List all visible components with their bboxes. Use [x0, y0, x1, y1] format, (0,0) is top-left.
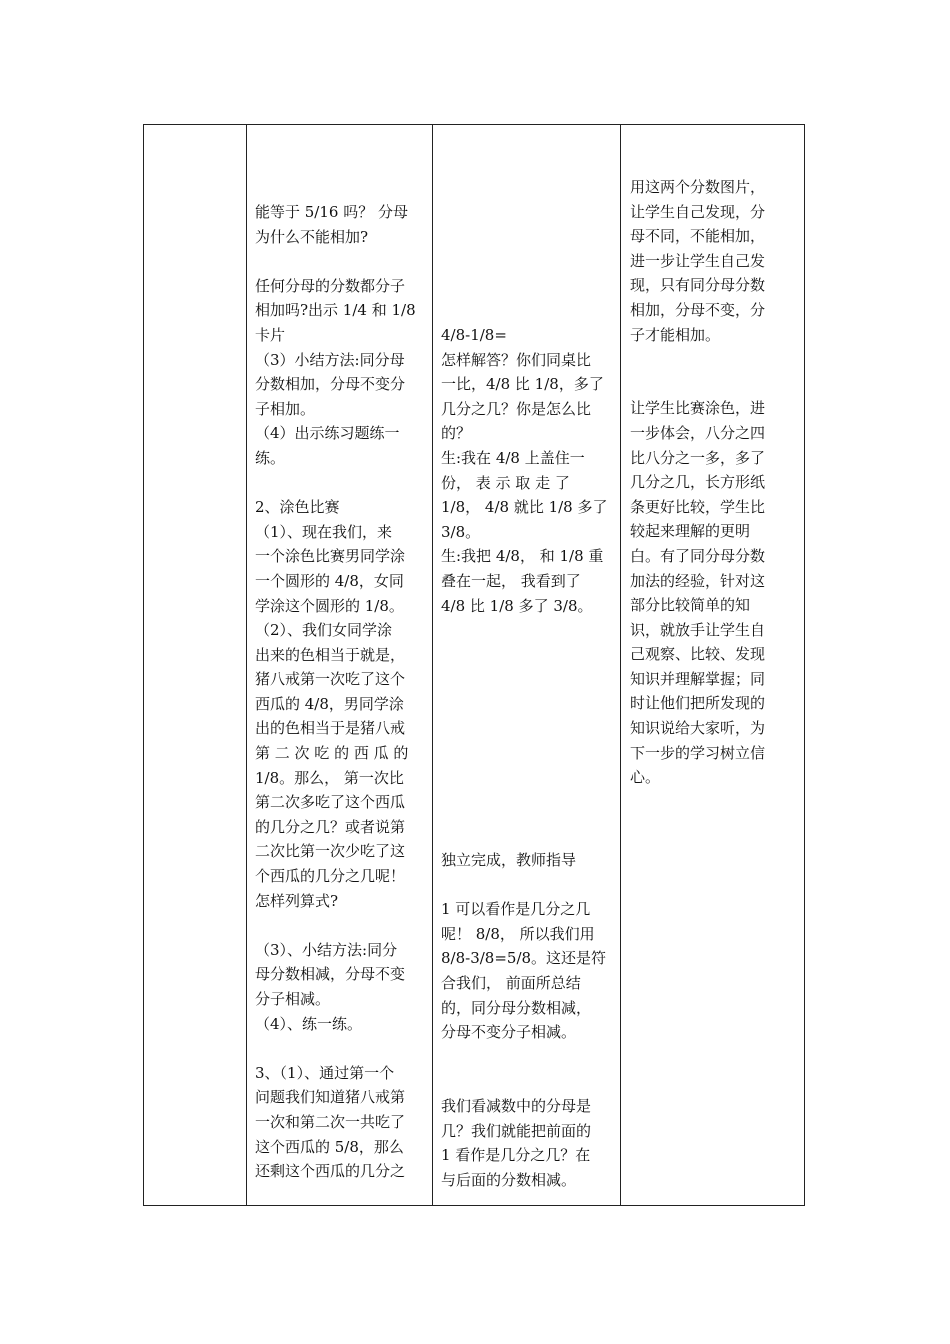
text-line: （4）、练一练。 [255, 1014, 363, 1033]
design-intent-column [630, 175, 798, 790]
text-line: 的，同分母分数相减， [441, 998, 592, 1017]
text-line: 心。 [630, 768, 661, 787]
text-line: 学涂这个圆形的 1/8。 [255, 596, 404, 615]
text-line: 分母不变分子相减。 [441, 1023, 577, 1042]
text-line: 2、涂色比赛 [255, 498, 340, 517]
text-line: 份， 表 示 取 走 了 [441, 473, 570, 492]
text-line: （2）、我们女同学涂 [255, 621, 393, 640]
text-line: 分数相加，分母不变分 [255, 375, 406, 394]
text-line: 我们看减数中的分母是 [441, 1096, 592, 1115]
text-line: 卡片 [255, 325, 286, 344]
text-line: 生:我把 4/8， 和 1/8 重 [441, 547, 604, 566]
text-line: 用这两个分数图片， [630, 178, 766, 196]
text-line: 比八分之一多，多了 [630, 448, 766, 467]
text-line: 叠在一起， 我看到了 [441, 571, 581, 590]
text-line: 相加，分母不变，分 [630, 300, 766, 319]
text-line: 几分之几，长方形纸 [630, 473, 766, 492]
text-line: 几？我们就能把前面的 [441, 1121, 592, 1140]
text-line: 1 可以看作是几分之几 [441, 900, 591, 919]
text-line: 出来的色相当于就是， [255, 645, 406, 664]
text-line: 1/8。那么， 第一次比 [255, 768, 404, 787]
text-line: （1）、现在我们，来 [255, 522, 393, 541]
text-line: 怎样列算式? [255, 891, 339, 910]
text-line: 现，只有同分母分数 [630, 276, 766, 295]
text-line: 子才能相加。 [630, 325, 721, 344]
text-line: 第二次多吃了这个西瓜 [255, 793, 406, 812]
text-line [255, 471, 423, 496]
text-line: 任何分母的分数都分子 [255, 276, 406, 295]
text-line [630, 347, 798, 372]
text-line: 子相加。 [255, 399, 316, 418]
text-line: 条更好比较，学生比 [630, 497, 766, 516]
text-line: 4/8-1/8= [441, 326, 507, 344]
text-line: 让学生比赛涂色，进 [630, 399, 766, 418]
text-line: 3/8。 [441, 522, 481, 541]
text-line: 能等于 5/16 吗？ 分母 [255, 203, 408, 221]
text-line [255, 249, 423, 274]
text-line: 为什么不能相加? [255, 227, 369, 246]
text-line: 西瓜的 4/8，男同学涂 [255, 694, 404, 713]
text-line: 知识并理解掌握；同 [630, 669, 766, 688]
student-activity-column-top [441, 323, 611, 618]
text-line: 二次比第一次少吃了这 [255, 842, 406, 861]
text-line: 知识说给大家听，为 [630, 719, 766, 738]
text-line [255, 913, 423, 938]
text-line [255, 1036, 423, 1061]
column-divider [620, 125, 621, 1205]
text-line: 几分之几？你是怎么比 [441, 399, 592, 418]
text-line: 第 二 次 吃 的 西 瓜 的 [255, 744, 409, 763]
column-divider [432, 125, 433, 1205]
text-line [441, 1045, 611, 1070]
text-line: 出的色相当于是猪八戒 [255, 719, 406, 738]
text-line: 时让他们把所发现的 [630, 694, 766, 713]
text-line: （3）小结方法:同分母 [255, 350, 405, 369]
text-line: 让学生自己发现，分 [630, 202, 766, 221]
text-line: 4/8 比 1/8 多了 3/8。 [441, 596, 593, 615]
text-line: 的几分之几？或者说第 [255, 817, 406, 836]
student-activity-column-bottom [441, 848, 611, 1192]
text-line: 白。有了同分母分数 [630, 546, 766, 565]
text-line: 相加吗?出示 1/4 和 1/8 [255, 301, 416, 320]
teaching-process-column [255, 200, 423, 1184]
text-line: 一次和第二次一共吃了 [255, 1112, 406, 1131]
text-line: 还剩这个西瓜的几分之 [255, 1162, 406, 1181]
text-line: 呢！ 8/8， 所以我们用 [441, 924, 595, 943]
text-line: 猪八戒第一次吃了这个 [255, 670, 406, 689]
text-line [441, 1069, 611, 1094]
text-line: 的？ [441, 424, 472, 443]
column-divider [246, 125, 247, 1205]
text-line: 母不同，不能相加， [630, 227, 766, 246]
text-line: 进一步让学生自己发 [630, 251, 766, 270]
text-line: 部分比较简单的知 [630, 596, 751, 615]
text-line [630, 372, 798, 397]
text-line: 独立完成，教师指导 [441, 851, 577, 869]
text-line: 下一步的学习树立信 [630, 743, 766, 762]
text-line [441, 873, 611, 898]
text-line: 分子相减。 [255, 990, 331, 1008]
text-line: 1 看作是几分之几？在 [441, 1146, 591, 1165]
text-line: 生:我在 4/8 上盖住一 [441, 448, 585, 467]
text-line: 问题我们知道猪八戒第 [255, 1088, 406, 1107]
text-line: 一个涂色比赛男同学涂 [255, 547, 406, 566]
text-line: 较起来理解的更明 [630, 522, 751, 541]
text-line: 3、（1）、通过第一个 [255, 1063, 395, 1082]
text-line: （3）、小结方法:同分 [255, 940, 398, 959]
text-line: 一步体会，八分之四 [630, 423, 766, 442]
text-line: 加法的经验，针对这 [630, 571, 766, 590]
text-line: 个西瓜的几分之几呢！ [255, 867, 406, 886]
text-line: 练。 [255, 448, 286, 467]
text-line: 一个圆形的 4/8，女同 [255, 571, 404, 590]
text-line: 8/8-3/8=5/8。这还是符 [441, 949, 607, 968]
text-line: 合我们， 前面所总结 [441, 973, 581, 992]
text-line: 一比，4/8 比 1/8，多了 [441, 375, 604, 394]
text-line: 己观察、比较、发现 [630, 645, 766, 664]
text-line: 怎样解答？你们同桌比 [441, 350, 592, 369]
text-line: 这个西瓜的 5/8，那么 [255, 1137, 404, 1156]
text-line: 1/8， 4/8 就比 1/8 多了 [441, 498, 608, 517]
text-line: 识，就放手让学生自 [630, 620, 766, 639]
text-line: 母分数相减，分母不变 [255, 965, 406, 984]
text-line: 与后面的分数相减。 [441, 1170, 577, 1189]
text-line: （4）出示练习题练一 [255, 424, 400, 443]
